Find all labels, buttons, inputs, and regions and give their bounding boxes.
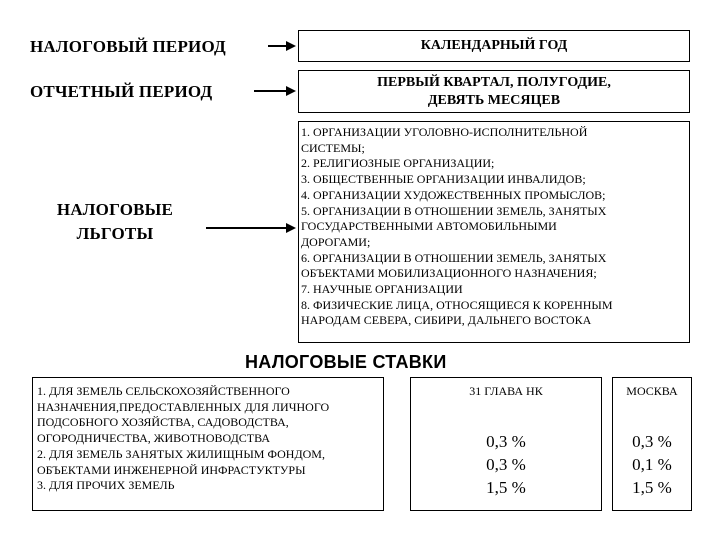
rate-value: 1,5 %: [486, 478, 526, 497]
benefit-line: 5. ОРГАНИЗАЦИИ В ОТНОШЕНИИ ЗЕМЕЛЬ, ЗАНЯТЫХ: [301, 203, 607, 218]
tax-rates-title: НАЛОГОВЫЕ СТАВКИ: [245, 352, 447, 372]
rate-category-line: ОБЪЕКТАМИ ИНЖЕНЕРНОЙ ИНФРАСТУКТУРЫ: [37, 462, 306, 477]
benefit-line: ГОСУДАРСТВЕННЫМИ АВТОМОБИЛЬНЫМИ: [301, 219, 557, 234]
arrow-tax-benefits: [206, 227, 288, 229]
tax-benefits-label-line1: НАЛОГОВЫЕ: [56, 200, 174, 219]
benefit-line: ОБЪЕКТАМИ МОБИЛИЗАЦИОННОГО НАЗНАЧЕНИЯ;: [301, 266, 597, 281]
rate-category-line: ОГОРОДНИЧЕСТВА, ЖИВОТНОВОДСТВА: [37, 431, 271, 446]
rate-category-line: ПОДСОБНОГО ХОЗЯЙСТВА, САДОВОДСТВА,: [37, 415, 289, 430]
rate-category-line: 2. ДЛЯ ЗЕМЕЛЬ ЗАНЯТЫХ ЖИЛИЩНЫМ ФОНДОМ,: [37, 446, 325, 461]
benefit-line: 1. ОРГАНИЗАЦИИ УГОЛОВНО-ИСПОЛНИТЕЛЬНОЙ: [301, 125, 588, 139]
reporting-period-label: ОТЧЕТНЫЙ ПЕРИОД: [30, 82, 213, 101]
moscow-column-header: МОСКВА: [626, 384, 678, 398]
benefit-line: 4. ОРГАНИЗАЦИИ ХУДОЖЕСТВЕННЫХ ПРОМЫСЛОВ;: [301, 187, 606, 202]
tax-period-value: КАЛЕНДАРНЫЙ ГОД: [420, 38, 568, 53]
rate-value: 0,3 %: [486, 455, 526, 474]
arrow-tax-period: [268, 45, 288, 47]
tax-period-label: НАЛОГОВЫЙ ПЕРИОД: [30, 37, 226, 56]
benefit-line: 7. НАУЧНЫЕ ОРГАНИЗАЦИИ: [301, 282, 463, 297]
rate-value: 1,5 %: [632, 478, 672, 497]
moscow-column-values: [613, 430, 691, 499]
reporting-period-value-line1: ПЕРВЫЙ КВАРТАЛ, ПОЛУГОДИЕ,: [377, 74, 611, 90]
tax-code-column-header: 31 ГЛАВА НК: [469, 384, 543, 398]
benefit-line: ДОРОГАМИ;: [301, 234, 371, 249]
tax-benefits-label: [40, 198, 190, 246]
benefit-line: 6. ОРГАНИЗАЦИИ В ОТНОШЕНИИ ЗЕМЕЛЬ, ЗАНЯТЫХ: [301, 250, 607, 265]
rate-value: 0,3 %: [632, 432, 672, 451]
rate-category-line: 3. ДЛЯ ПРОЧИХ ЗЕМЕЛЬ: [37, 478, 175, 493]
benefit-line: 2. РЕЛИГИОЗНЫЕ ОРГАНИЗАЦИИ;: [301, 156, 495, 171]
arrow-head-reporting-period: [286, 86, 296, 96]
tax-period-box: [298, 30, 690, 62]
arrow-head-tax-benefits: [286, 223, 296, 233]
tax-benefits-box: [298, 121, 690, 343]
benefit-line: НАРОДАМ СЕВЕРА, СИБИРИ, ДАЛЬНЕГО ВОСТОКА: [301, 313, 592, 328]
benefit-line: 3. ОБЩЕСТВЕННЫЕ ОРГАНИЗАЦИИ ИНВАЛИДОВ;: [301, 172, 586, 187]
tax-rates-categories-box: [32, 377, 384, 511]
reporting-period-box: [298, 70, 690, 113]
rate-value: 0,1 %: [632, 455, 672, 474]
reporting-period-value-line2: ДЕВЯТЬ МЕСЯЦЕВ: [427, 92, 561, 108]
tax-benefits-label-line2: ЛЬГОТЫ: [76, 224, 154, 243]
rate-category-line: НАЗНАЧЕНИЯ,ПРЕДОСТАВЛЕННЫХ ДЛЯ ЛИЧНОГО: [37, 399, 330, 414]
rate-category-line: 1. ДЛЯ ЗЕМЕЛЬ СЕЛЬСКОХОЗЯЙСТВЕННОГО: [37, 384, 290, 398]
arrow-reporting-period: [254, 90, 288, 92]
benefit-line: 8. ФИЗИЧЕСКИЕ ЛИЦА, ОТНОСЯЩИЕСЯ К КОРЕННЫМ: [301, 297, 613, 312]
rate-value: 0,3 %: [486, 432, 526, 451]
benefit-line: СИСТЕМЫ;: [301, 140, 365, 155]
tax-code-column-box: [410, 377, 602, 511]
moscow-column-box: [612, 377, 692, 511]
tax-code-column-values: [411, 430, 601, 499]
arrow-head-tax-period: [286, 41, 296, 51]
